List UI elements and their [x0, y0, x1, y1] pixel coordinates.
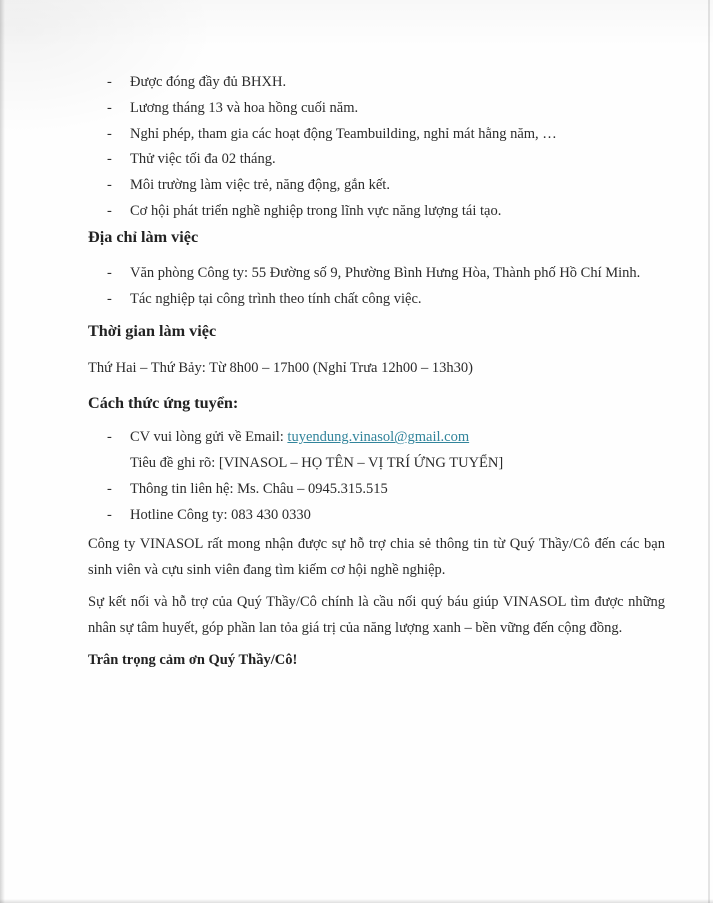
benefit-text: Được đóng đầy đủ BHXH.	[130, 74, 287, 90]
list-item	[88, 122, 665, 148]
bullet-marker: -	[107, 264, 112, 281]
bullet-marker: -	[107, 74, 112, 90]
benefit-text: Lương tháng 13 và hoa hồng cuối năm.	[130, 99, 359, 116]
benefit-text: Thử việc tối đa 02 tháng.	[130, 151, 276, 168]
list-item	[88, 173, 665, 199]
cv-instructions	[130, 425, 665, 477]
benefit-text: Môi trường làm việc trẻ, năng động, gắn kết.	[130, 177, 390, 194]
bullet-marker: -	[107, 480, 112, 497]
working-hours-text: Thứ Hai – Thứ Bảy: Từ 8h00 – 17h00 (Nghỉ Trưa 12h00 – 13h30)	[88, 360, 473, 377]
page-edge-right	[708, 0, 710, 903]
work-address-list	[88, 261, 665, 313]
benefit-text: Nghỉ phép, tham gia các hoạt động Teambuilding, nghỉ mát hằng năm, …	[130, 125, 557, 142]
page-edge-left	[0, 0, 5, 903]
bullet-marker: -	[107, 125, 112, 142]
list-item	[88, 477, 665, 503]
bullet-marker: -	[107, 290, 112, 307]
bullet-marker: -	[107, 202, 112, 219]
page-edge-bottom	[0, 899, 713, 903]
cv-email-line	[130, 425, 665, 451]
outreach-paragraph: Công ty VINASOL rất mong nhận được sự hỗ trợ chia sẻ thông tin từ Quý Thầy/Cô đến các bạn sinh viên và cựu sinh viên đang tìm kiếm cơ hội nghề nghiệp.	[88, 536, 665, 579]
subject-note: Tiêu đề ghi rõ: [VINASOL – HỌ TÊN – VỊ TRÍ ỨNG TUYỂN]	[130, 454, 504, 471]
section-heading-how-to-apply: Cách thức ứng tuyển:	[88, 394, 239, 413]
contact-text: Thông tin liên hệ: Ms. Châu – 0945.315.515	[130, 480, 388, 497]
bullet-marker: -	[107, 99, 112, 116]
list-item	[88, 199, 665, 225]
section-heading-work-address: Địa chỉ làm việc	[88, 227, 199, 246]
list-item	[88, 261, 665, 287]
address-text: Tác nghiệp tại công trình theo tính chất công việc.	[130, 290, 422, 307]
list-item	[88, 503, 665, 529]
benefits-list	[88, 70, 665, 225]
section-heading-working-hours: Thời gian làm việc	[88, 322, 217, 341]
list-item	[88, 147, 665, 173]
bullet-marker: -	[107, 429, 112, 446]
address-text: Văn phòng Công ty: 55 Đường số 9, Phường Bình Hưng Hòa, Thành phố Hồ Chí Minh.	[130, 264, 641, 281]
cv-email-prefix: CV vui lòng gửi về Email:	[130, 429, 288, 446]
list-item	[88, 425, 665, 477]
list-item	[88, 287, 665, 313]
hotline-text: Hotline Công ty: 083 430 0330	[130, 506, 311, 523]
connection-paragraph: Sự kết nối và hỗ trợ của Quý Thầy/Cô chính là cầu nối quý báu giúp VINASOL tìm được những nhân sự tâm huyết, góp phần lan tỏa giá trị của năng lượng xanh – bền vững đến cộng đồng.	[88, 593, 665, 636]
email-link[interactable]: tuyendung.vinasol@gmail.com	[287, 429, 470, 446]
list-item	[88, 70, 665, 96]
list-item	[88, 96, 665, 122]
benefit-text: Cơ hội phát triển nghề nghiệp trong lĩnh vực năng lượng tái tạo.	[130, 202, 502, 219]
bullet-marker: -	[107, 151, 112, 168]
apply-list	[88, 425, 665, 528]
bullet-marker: -	[107, 177, 112, 194]
bullet-marker: -	[107, 506, 112, 523]
closing-thanks: Trân trọng cảm ơn Quý Thầy/Cô!	[88, 651, 298, 668]
